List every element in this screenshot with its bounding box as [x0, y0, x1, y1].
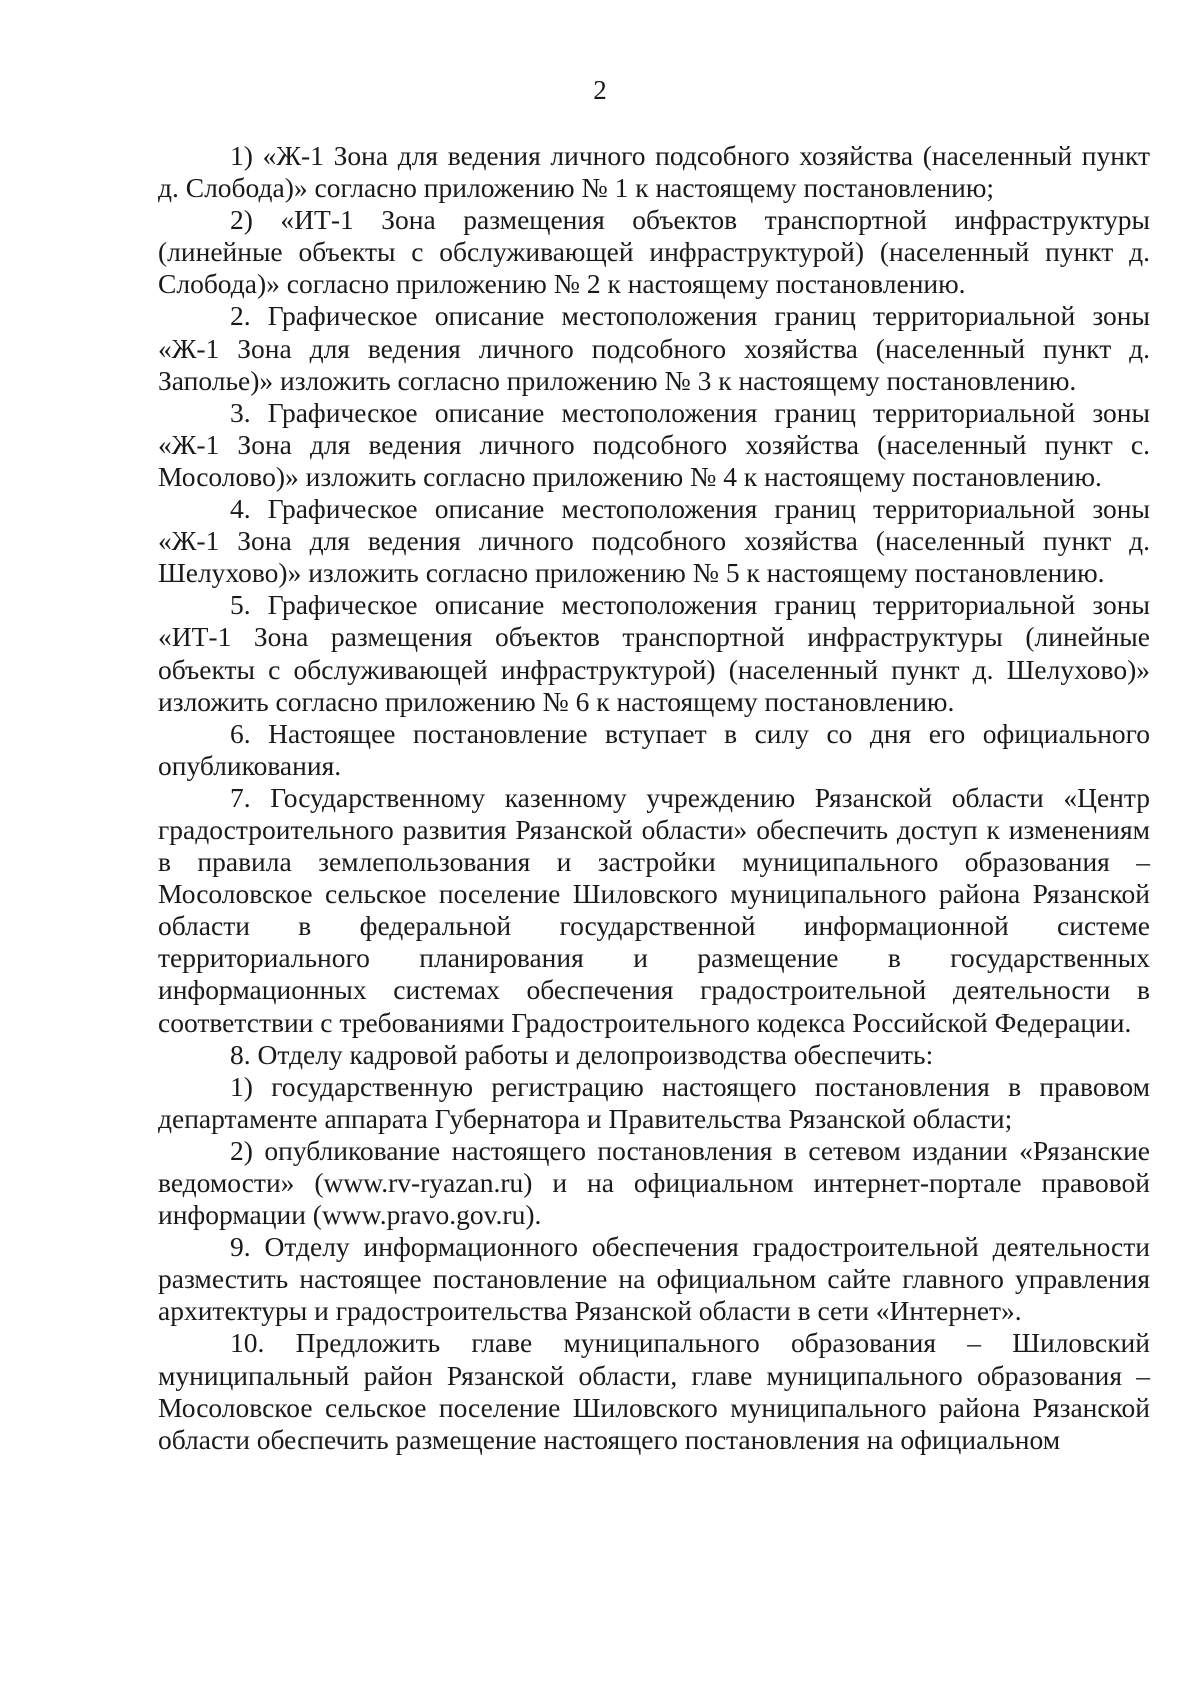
paragraph-item-2: 2. Графическое описание местоположения границ территориальной зоны «Ж-1 Зона для ведения личного подсобного хозяйства (населенный пункт д. Заполье)» изложить согласно приложению № 3 к настоящему постановлению. [158, 300, 1150, 396]
paragraph-item-6: 6. Настоящее постановление вступает в силу со дня его официального опубликования. [158, 717, 1150, 781]
paragraph-item-5: 5. Графическое описание местоположения границ территориальной зоны «ИТ-1 Зона размещения объектов транспортной инфраструктуры (линейные объекты с обслуживающей инфраструктурой) (населенный пункт д. Шелухово)» изложить согласно приложению № 6 к настоящему постановлению. [158, 589, 1150, 717]
paragraph-item-3: 3. Графическое описание местоположения границ территориальной зоны «Ж-1 Зона для ведения личного подсобного хозяйства (населенный пункт с. Мосолово)» изложить согласно приложению № 4 к настоящему постановлению. [158, 396, 1150, 492]
page-number: 2 [593, 75, 607, 105]
paragraph-item-8-subitem-1: 1) государственную регистрацию настоящего постановления в правовом департаменте аппарата Губернатора и Правительства Рязанской области; [158, 1070, 1150, 1134]
document-body [158, 140, 1150, 1456]
paragraph-item-7: 7. Государственному казенному учреждению Рязанской области «Центр градостроительного развития Рязанской области» обеспечить доступ к изменениям в правила землепользования и застройки муниципального образования – Мосоловское сельское поселение Шиловского муниципального района Рязанской области в федеральной государственной информационной системе территориального планирования и размещение в государственных информационных системах обеспечения градостроительной деятельности в соответствии с требованиями Градостроительного кодекса Российской Федерации. [158, 781, 1150, 1038]
paragraph-subitem-2: 2) «ИТ-1 Зона размещения объектов транспортной инфраструктуры (линейные объекты с обслуживающей инфраструктурой) (населенный пункт д. Слобода)» согласно приложению № 2 к настоящему постановлению. [158, 204, 1150, 300]
paragraph-item-10: 10. Предложить главе муниципального образования – Шиловский муниципальный район Рязанской области, главе муниципального образования – Мосоловское сельское поселение Шиловского муниципального района Рязанской области обеспечить размещение настоящего постановления на официальном [158, 1327, 1150, 1455]
paragraph-item-8-subitem-2: 2) опубликование настоящего постановления в сетевом издании «Рязанские ведомости» (www.rv-ryazan.ru) и на официальном интернет-портале правовой информации (www.pravo.gov.ru). [158, 1134, 1150, 1231]
paragraph-item-4: 4. Графическое описание местоположения границ территориальной зоны «Ж-1 Зона для ведения личного подсобного хозяйства (населенный пункт д. Шелухово)» изложить согласно приложению № 5 к настоящему постановлению. [158, 493, 1150, 589]
paragraph-subitem-1: 1) «Ж-1 Зона для ведения личного подсобного хозяйства (населенный пункт д. Слобода)» согласно приложению № 1 к настоящему постановлению; [158, 140, 1150, 204]
paragraph-item-8: 8. Отделу кадровой работы и делопроизводства обеспечить: [230, 1038, 934, 1070]
paragraph-item-9: 9. Отделу информационного обеспечения градостроительной деятельности разместить настоящее постановление на официальном сайте главного управления архитектуры и градостроительства Рязанской области в сети «Интернет». [158, 1231, 1150, 1327]
